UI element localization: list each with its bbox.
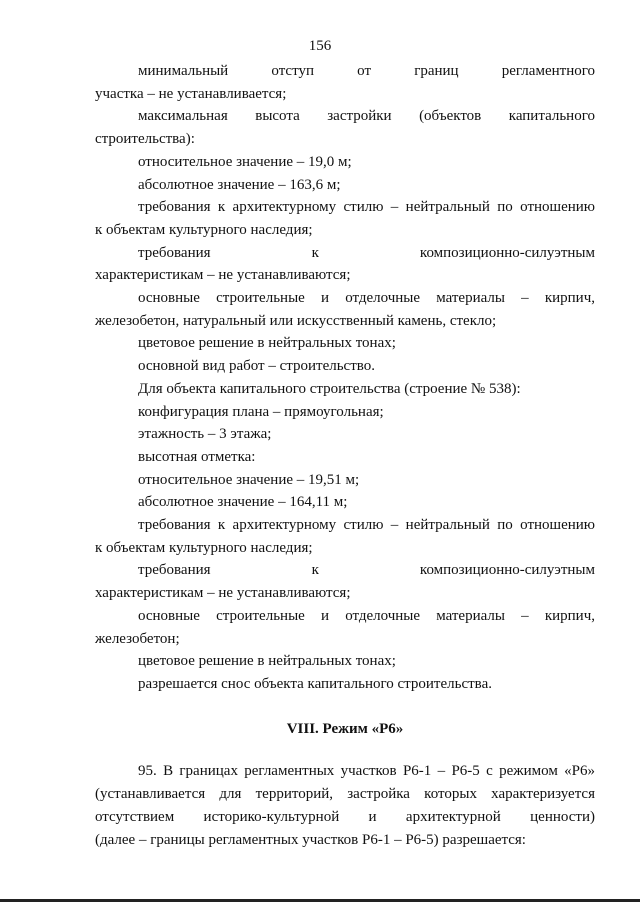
section-heading: VIII. Режим «Р6»: [286, 720, 404, 737]
paragraph-line: требования к архитектурному стилю – нейтральный по отношению: [138, 517, 595, 534]
paragraph-line: цветовое решение в нейтральных тонах;: [138, 335, 396, 352]
paragraph: [95, 514, 595, 559]
paragraph-line: (далее – границы регламентных участков Р6-1 – Р6-5) разрешается:: [95, 831, 526, 848]
paragraph-line: основной вид работ – строительство.: [138, 358, 375, 375]
paragraph: [95, 242, 595, 287]
paragraph: [95, 559, 595, 604]
paragraph-line: максимальная высота застройки (объектов капитального: [138, 108, 595, 125]
paragraph-line: основные строительные и отделочные материалы – кирпич,: [138, 607, 595, 624]
paragraph-line: высотная отметка:: [138, 448, 256, 465]
paragraph-line: характеристикам – не устанавливаются;: [95, 585, 351, 602]
paragraph-line: конфигурация плана – прямоугольная;: [138, 403, 384, 420]
paragraph-line: требования к архитектурному стилю – нейтральный по отношению: [138, 199, 595, 216]
paragraph-line: абсолютное значение – 164,11 м;: [138, 494, 348, 511]
paragraph-line: характеристикам – не устанавливаются;: [95, 267, 351, 284]
paragraph-95: [95, 760, 595, 851]
paragraph-line: железобетон, натуральный или искусственный камень, стекло;: [95, 312, 497, 329]
paragraph: [95, 287, 595, 332]
paragraph-line: отсутствием историко-культурной и архитектурной ценности): [95, 808, 595, 825]
paragraph-line: Для объекта капитального строительства (строение № 538):: [138, 380, 521, 397]
paragraph-line: минимальный отступ от границ регламентного: [138, 63, 595, 79]
document-body: [95, 60, 595, 851]
paragraph-line: 95. В границах регламентных участков Р6-1 – Р6-5 с режимом «Р6»: [138, 763, 595, 780]
paragraph: [95, 605, 595, 650]
paragraph-line: цветовое решение в нейтральных тонах;: [138, 653, 396, 670]
paragraph: [95, 60, 595, 105]
paragraph-line: абсолютное значение – 163,6 м;: [138, 176, 341, 193]
paragraph-line: относительное значение – 19,0 м;: [138, 153, 352, 170]
paragraph-line: относительное значение – 19,51 м;: [138, 471, 360, 488]
paragraph-line: требования к композиционно-силуэтным: [138, 562, 595, 579]
paragraph-line: требования к композиционно-силуэтным: [138, 244, 595, 261]
paragraph-line: участка – не устанавливается;: [95, 85, 287, 102]
paragraph: [95, 196, 595, 241]
paragraph-line: к объектам культурного наследия;: [95, 221, 313, 238]
paragraph-line: разрешается снос объекта капитального строительства.: [138, 675, 492, 692]
paragraph: [95, 105, 595, 150]
paragraph-line: к объектам культурного наследия;: [95, 539, 313, 556]
paragraph-line: основные строительные и отделочные материалы – кирпич,: [138, 290, 595, 307]
paragraph-line: железобетон;: [95, 630, 180, 647]
page-number: 156: [308, 38, 332, 54]
paragraph-line: этажность – 3 этажа;: [138, 426, 272, 443]
paragraph-line: строительства):: [95, 131, 195, 148]
paragraph-line: (устанавливается для территорий, застройка которых характеризуется: [95, 786, 595, 803]
